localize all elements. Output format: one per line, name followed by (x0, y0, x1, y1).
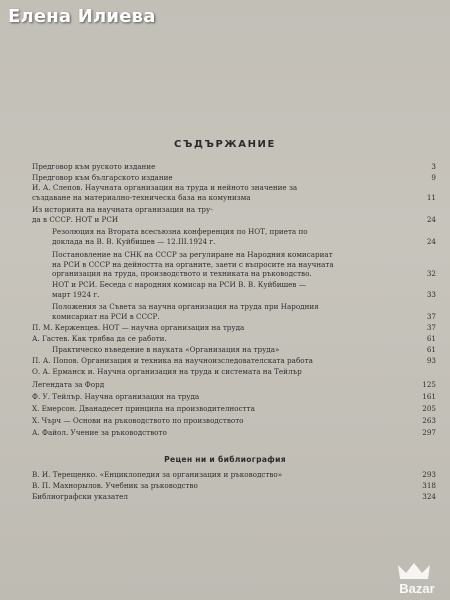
toc-entry-text: П. М. Керженцев. НОТ — научна организация на труда (32, 323, 245, 332)
toc-page-number: 33 (426, 289, 436, 299)
toc-entry (52, 280, 436, 299)
bib-entry-text: В. И. Терещенко. «Енциклопедия за организация и ръководство» (32, 470, 283, 479)
toc-entry (52, 250, 436, 279)
toc-entry-text: Положения за Съвета за научна организация на труда при Народния (52, 302, 319, 311)
toc-entry (32, 205, 436, 224)
bib-entry (32, 470, 436, 480)
toc-page-number: 3 (431, 162, 436, 171)
toc-page-number: 297 (422, 428, 436, 437)
bazar-logo-icon (388, 557, 446, 597)
bib-entry-text: В. П. Махнорылов. Учебник за ръководство (32, 481, 198, 490)
toc-entry-text: организация на труда, производството и техниката на ръководство. (52, 269, 312, 279)
toc-entry-text: на РСИ в СССР на дейността на органите, заети с въпросите на научната (52, 259, 334, 269)
toc-entry (32, 392, 436, 402)
toc-entry-text: А. Гастев. Как трябва да се работи. (32, 334, 167, 343)
toc-entry-text: март 1924 г. (52, 289, 100, 299)
toc-entry (32, 380, 436, 390)
toc-page-number: 37 (426, 311, 436, 321)
toc-entry (32, 323, 436, 333)
toc-title: СЪДЪРЖАНИЕ (174, 139, 276, 150)
bib-page-number: 318 (422, 481, 436, 490)
toc-page-number: 9 (431, 173, 436, 182)
bib-page-number: 293 (422, 470, 436, 479)
toc-page-number: 61 (426, 334, 436, 343)
logo-text: Bazar (399, 581, 435, 596)
toc-entry-text: Из историята на научната организация на тру- (32, 205, 213, 214)
toc-page-number: 263 (422, 416, 436, 425)
toc-entry (32, 404, 436, 414)
toc-entry-text: Предговор към българското издание (32, 173, 173, 182)
toc-entry-text: Практическо въведение в науката «Организация на труда» (52, 345, 280, 354)
toc-entry (32, 334, 436, 344)
toc-entry-text: комисариат на РСИ в СССР. (52, 311, 160, 321)
toc-entry-text: Х. Чърч — Основи на ръководството по производството (32, 416, 244, 425)
toc-entry (32, 162, 436, 172)
bib-entry-text: Библиографски указател (32, 492, 128, 501)
toc-entry-text: доклада на В. В. Куйбишев — 12.III.1924 г. (52, 236, 216, 246)
toc-page-number: 32 (426, 269, 436, 279)
toc-entry (32, 416, 436, 426)
toc-entry-text: О. А. Ерманск и. Научна организация на труда и системата на Тейлър (32, 367, 302, 376)
toc-page-number: 24 (426, 214, 436, 224)
toc-entry-text: И. А. Слепов. Научната организация на труда и нейното значение за (32, 183, 298, 192)
toc-entry-text: Предговор към руското издание (32, 162, 156, 171)
toc-entry (52, 345, 436, 355)
toc-entry (32, 428, 436, 438)
toc-page-number: 61 (426, 345, 436, 354)
bib-entry (32, 481, 436, 491)
toc-page-number: 125 (422, 380, 436, 389)
bib-page-number: 324 (422, 492, 436, 501)
toc-entry (32, 367, 436, 377)
toc-entry-text: НОТ и РСИ. Беседа с народния комисар на РСИ В. В. Куйбишев — (52, 280, 306, 289)
toc-entry-text: Легендата за Форд (32, 380, 105, 389)
bib-entry (32, 492, 436, 502)
toc-entry-text: да в СССР. НОТ и РСИ (32, 214, 119, 224)
toc-page-number: 161 (422, 392, 436, 401)
section-title: Рецен ни и библиография (164, 455, 286, 464)
toc-entry-text: Х. Емерсон. Дванадесет принципа на производителността (32, 404, 255, 413)
toc-page-number: 93 (426, 356, 436, 365)
toc-entry-text: П. А. Попов. Организация и техника на научноизследователската работа (32, 356, 313, 365)
toc-entry-text: Постановление на СНК на СССР за регулиране на Народния комисариат (52, 250, 333, 259)
toc-entry-text: А. Файол. Учение за ръководството (32, 428, 167, 437)
toc-entry (52, 302, 436, 321)
toc-page-number: 24 (426, 236, 436, 246)
toc-entry-text: Ф. У. Тейлър. Научна организация на труда (32, 392, 200, 401)
toc-entry-text: Резолюция на Втората всесъюзна конференция по НОТ, приета по (52, 227, 308, 236)
seller-watermark: Елена Илиева (8, 6, 156, 27)
toc-entry (32, 183, 436, 202)
toc-entry (52, 227, 436, 246)
toc-page-number: 11 (426, 192, 436, 202)
toc-entry (32, 173, 436, 183)
toc-entry (32, 356, 436, 366)
toc-entry-text: създаване на материално-техническа база на комунизма (32, 192, 251, 202)
toc-page-number: 37 (426, 323, 436, 332)
toc-page-number: 205 (422, 404, 436, 413)
